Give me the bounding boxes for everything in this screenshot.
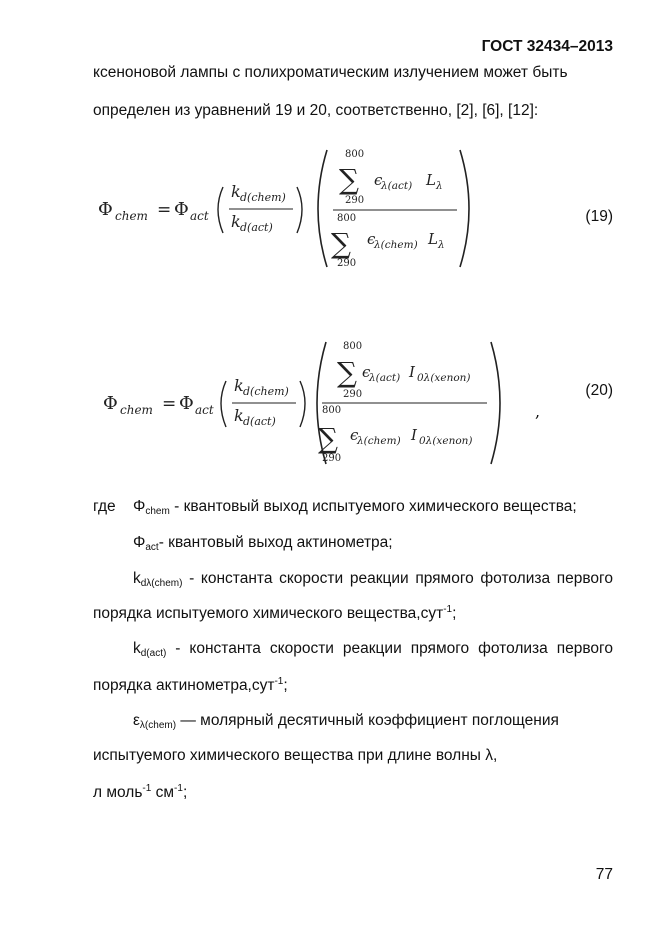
- right-paren: [300, 381, 305, 427]
- k-symbol: k: [231, 182, 241, 201]
- L-symbol: L: [426, 171, 436, 189]
- sum-lower: 290: [343, 389, 363, 400]
- sum-upper: 800: [322, 405, 342, 416]
- k-sub-chem: d(chem): [240, 191, 286, 204]
- epsilon: ϵ: [362, 363, 371, 381]
- sum-symbol: ∑: [337, 356, 357, 389]
- equation-19-number: (19): [585, 208, 613, 225]
- epsilon: ϵ: [350, 426, 359, 444]
- punctuation: ;: [182, 784, 188, 801]
- symbol: k: [133, 570, 141, 587]
- equals-sign: =: [157, 200, 172, 220]
- phi-sub-act: act: [195, 403, 214, 417]
- definition-eps-chem-line3: [93, 783, 187, 802]
- k-sub-act: d(act): [243, 415, 276, 428]
- big-right-paren: [460, 150, 469, 267]
- epsilon-sub-act: λ(act): [381, 180, 413, 192]
- phi-symbol: Φ: [179, 393, 194, 414]
- phi-sub-chem: chem: [120, 403, 153, 417]
- subscript: λ(chem): [139, 720, 177, 731]
- I-symbol: I: [411, 426, 417, 444]
- big-right-paren: [491, 342, 500, 464]
- unit-text: см: [151, 784, 175, 801]
- document-header: ГОСТ 32434–2013: [481, 38, 613, 55]
- phi-symbol: Φ: [103, 393, 118, 414]
- epsilon-sub-act: λ(act): [369, 372, 401, 384]
- equals-sign: =: [162, 394, 177, 414]
- definition-kd-act-line1: [133, 640, 613, 659]
- sum-lower: 290: [345, 195, 365, 206]
- intro-line-1: ксеноновой лампы с полихроматическим излучением может быть: [93, 64, 568, 81]
- definition-text: — молярный десятичный коэффициент поглощения: [176, 712, 559, 729]
- definition-text: - квантовый выход актинометра;: [158, 534, 393, 551]
- definition-text: - константа скорости реакции прямого фотолиза первого: [166, 640, 613, 657]
- k-symbol: k: [234, 376, 244, 395]
- I-sub-xenon: 0λ(xenon): [419, 435, 473, 447]
- definition-kd-chem-line2: [93, 604, 456, 623]
- k-symbol: k: [234, 406, 244, 425]
- definition-text: - квантовый выход испытуемого химического вещества;: [169, 498, 577, 515]
- epsilon: ϵ: [374, 171, 383, 189]
- sum-upper: 800: [345, 149, 365, 160]
- symbol: Φ: [133, 498, 146, 515]
- k-sub-chem: d(chem): [243, 385, 289, 398]
- sum-symbol: ∑: [318, 422, 338, 455]
- subscript: chem: [145, 506, 170, 517]
- subscript: act: [145, 542, 159, 553]
- definition-text: порядка актинометра,сут: [93, 677, 275, 694]
- L-sub: λ: [436, 180, 443, 192]
- symbol: Φ: [133, 534, 146, 551]
- subscript: dλ(chem): [140, 578, 183, 589]
- left-paren: [218, 187, 223, 233]
- equation-19: [95, 145, 475, 270]
- page-number: 77: [595, 866, 613, 883]
- I-sub-xenon: 0λ(xenon): [417, 372, 471, 384]
- I-symbol: I: [409, 363, 415, 381]
- phi-symbol: Φ: [98, 199, 113, 220]
- intro-line-2: определен из уравнений 19 и 20, соответственно, [2], [6], [12]:: [93, 102, 539, 119]
- definition-phi-act: [133, 534, 393, 553]
- definition-where: где: [93, 498, 116, 515]
- k-sub-act: d(act): [240, 221, 273, 234]
- epsilon-sub-chem: λ(chem): [374, 239, 418, 251]
- L-sub: λ: [438, 239, 445, 251]
- epsilon: ϵ: [367, 230, 376, 248]
- right-paren: [297, 187, 302, 233]
- sum-symbol: ∑: [339, 163, 359, 196]
- sum-symbol: ∑: [331, 227, 351, 260]
- definition-eps-chem-line2: испытуемого химического вещества при длине волны λ,: [93, 747, 498, 764]
- definition-text: - константа скорости реакции прямого фотолиза первого: [182, 570, 613, 587]
- definition-phi-chem: [133, 498, 577, 517]
- epsilon-sub-chem: λ(chem): [357, 435, 401, 447]
- subscript: d(act): [140, 648, 167, 659]
- superscript: -1: [274, 676, 284, 687]
- phi-sub-act: act: [190, 209, 209, 223]
- definition-text: порядка испытуемого химического вещества,сут: [93, 605, 444, 622]
- equation-20: [100, 337, 510, 467]
- big-left-paren: [318, 150, 327, 267]
- definition-kd-act-line2: [93, 676, 288, 695]
- sum-lower: 290: [337, 258, 357, 269]
- symbol: ε: [133, 712, 140, 729]
- definition-kd-chem-line1: [133, 570, 613, 589]
- superscript: -1: [443, 604, 453, 615]
- phi-sub-chem: chem: [115, 209, 148, 223]
- definition-eps-chem-line1: [133, 712, 559, 731]
- punctuation: ;: [452, 605, 457, 622]
- symbol: k: [133, 640, 141, 657]
- superscript: -1: [142, 783, 152, 794]
- L-symbol: L: [428, 230, 438, 248]
- sum-upper: 800: [337, 213, 357, 224]
- sum-lower: 290: [322, 453, 342, 464]
- punctuation: ;: [283, 677, 288, 694]
- equation-20-comma: ,: [535, 402, 541, 421]
- superscript: -1: [174, 783, 183, 794]
- left-paren: [221, 381, 226, 427]
- k-symbol: k: [231, 212, 241, 231]
- sum-upper: 800: [343, 341, 363, 352]
- unit-text: л моль: [93, 784, 143, 801]
- equation-20-number: (20): [585, 382, 613, 399]
- phi-symbol: Φ: [174, 199, 189, 220]
